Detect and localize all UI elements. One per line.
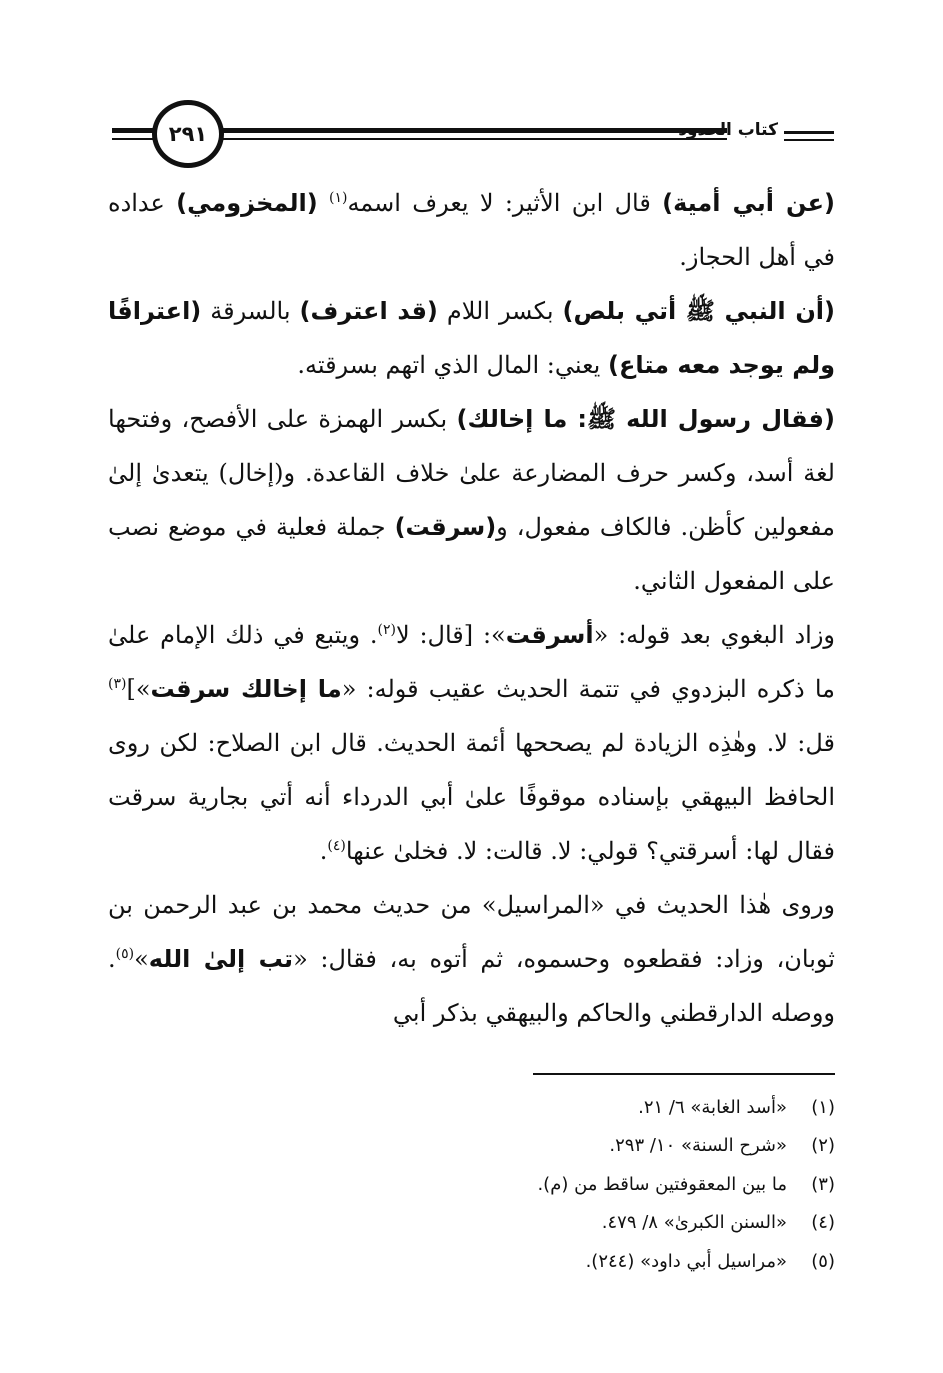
text-run: قال ابن الأثير: لا يعرف اسمه <box>347 189 663 217</box>
footnote-number: (٣) <box>811 1173 835 1195</box>
footnote-ref-4[interactable]: (٤) <box>327 838 346 854</box>
page-number: ٢٩١ <box>168 122 208 146</box>
text-run: قل: لا. وهٰذِه الزيادة لم يصححها أئمة الحديث. قال ابن الصلاح: لكن روى الحافظ البيهقي بإسناده موقوفًا علىٰ أبي الدرداء أنه أتي بجارية سرقت فقال لها: أسرقتي؟ قولي: لا. قالت: لا. فخلىٰ عنها <box>108 729 835 865</box>
text-run: وزاد البغوي بعد قوله: « <box>593 621 836 649</box>
footnote-ref-2[interactable]: (٢) <box>377 622 396 638</box>
footnote-number: (٥) <box>811 1250 835 1272</box>
text-run: بكسر الهمزة على الأفصح، وفتحها لغة أسد، وكسر حرف المضارعة علىٰ خلاف القاعدة. و(إخال) يتعدىٰ إلىٰ مفعولين كأظن. فالكاف مفعول، و <box>108 405 835 541</box>
footnote-number: (٢) <box>811 1135 835 1157</box>
paragraph-4 <box>108 608 835 878</box>
bold-phrase: (أن النبي ﷺ أتي بلص) <box>562 297 835 325</box>
footnote-ref-1[interactable]: (١) <box>328 190 348 206</box>
paragraph-3 <box>108 392 835 608</box>
paragraph-1 <box>108 176 835 284</box>
footnotes <box>335 1088 835 1281</box>
paragraph-2 <box>108 284 835 392</box>
chapter-title: كتاب الحدود <box>678 120 778 140</box>
footnote-ref-5[interactable]: (٥) <box>115 946 135 962</box>
text-run: . <box>319 837 328 865</box>
footnote-text: «السنن الكبرىٰ» ٨/ ٤٧٩. <box>601 1212 787 1234</box>
footnote-text: «شرح السنة» ١٠/ ٢٩٣. <box>609 1135 787 1157</box>
text-run: »: [قال: لا <box>395 621 506 649</box>
page-header <box>112 100 834 172</box>
footnote-item <box>335 1242 835 1281</box>
text-run: بالسرقة <box>201 297 300 325</box>
footnote-ref-3[interactable]: (٣) <box>108 676 127 692</box>
text-run: عداده في أهل الحجاز. <box>108 189 835 271</box>
text-run: . ووصله الدارقطني والحاكم والبيهقي بذكر أبي <box>108 945 835 1027</box>
body-text <box>108 176 835 1040</box>
footnote-text: ما بين المعقوفتين ساقط من (م). <box>537 1173 787 1195</box>
footnote-text: «مراسيل أبي داود» (٢٤٤). <box>585 1250 787 1272</box>
bold-phrase: (اعترافًا ولم يوجد معه متاع) <box>108 297 835 379</box>
paragraph-5 <box>108 878 835 1040</box>
text-run: وروى هٰذا الحديث في «المراسيل» من حديث محمد بن عبد الرحمن بن ثوبان، وزاد: فقطعوه وحسموه، ثم أتوه به، فقال: « <box>108 891 836 973</box>
bold-phrase: (فقال رسول الله ﷺ: ما إخالك) <box>456 405 835 433</box>
text-run: »] <box>126 675 151 703</box>
footnote-number: (١) <box>811 1096 835 1118</box>
bold-phrase: (سرقت) <box>394 513 497 541</box>
bold-phrase: ما إخالك سرقت <box>150 675 342 703</box>
chapter-rule-lower <box>784 139 834 141</box>
footnote-item <box>335 1088 835 1127</box>
text-run: . ويتبع في ذلك الإمام علىٰ ما ذكره البزدوي في تتمة الحديث عقيب قوله: « <box>108 621 836 703</box>
bold-phrase: أسرقت <box>505 621 594 649</box>
footnote-text: «أسد الغابة» ٦/ ٢١. <box>638 1096 787 1118</box>
text-run: جملة فعلية في موضع نصب على المفعول الثاني. <box>108 513 835 595</box>
chapter-rule <box>784 131 834 134</box>
footnote-item <box>335 1165 835 1204</box>
bold-phrase: تب إلىٰ الله <box>148 945 294 973</box>
text-run: بكسر اللام <box>437 297 563 325</box>
footnote-item <box>335 1127 835 1166</box>
text-run: » <box>134 945 149 973</box>
text-run: يعني: المال الذي اتهم بسرقته. <box>297 351 608 379</box>
footnote-number: (٤) <box>811 1212 835 1234</box>
bold-phrase: (عن أبي أمية) <box>662 189 835 217</box>
bold-phrase: (المخزومي) <box>176 189 318 217</box>
text-run <box>318 189 329 217</box>
footnote-item <box>335 1204 835 1243</box>
footnote-separator <box>533 1073 835 1075</box>
page-number-badge <box>152 100 224 168</box>
bold-phrase: (قد اعترف) <box>299 297 438 325</box>
